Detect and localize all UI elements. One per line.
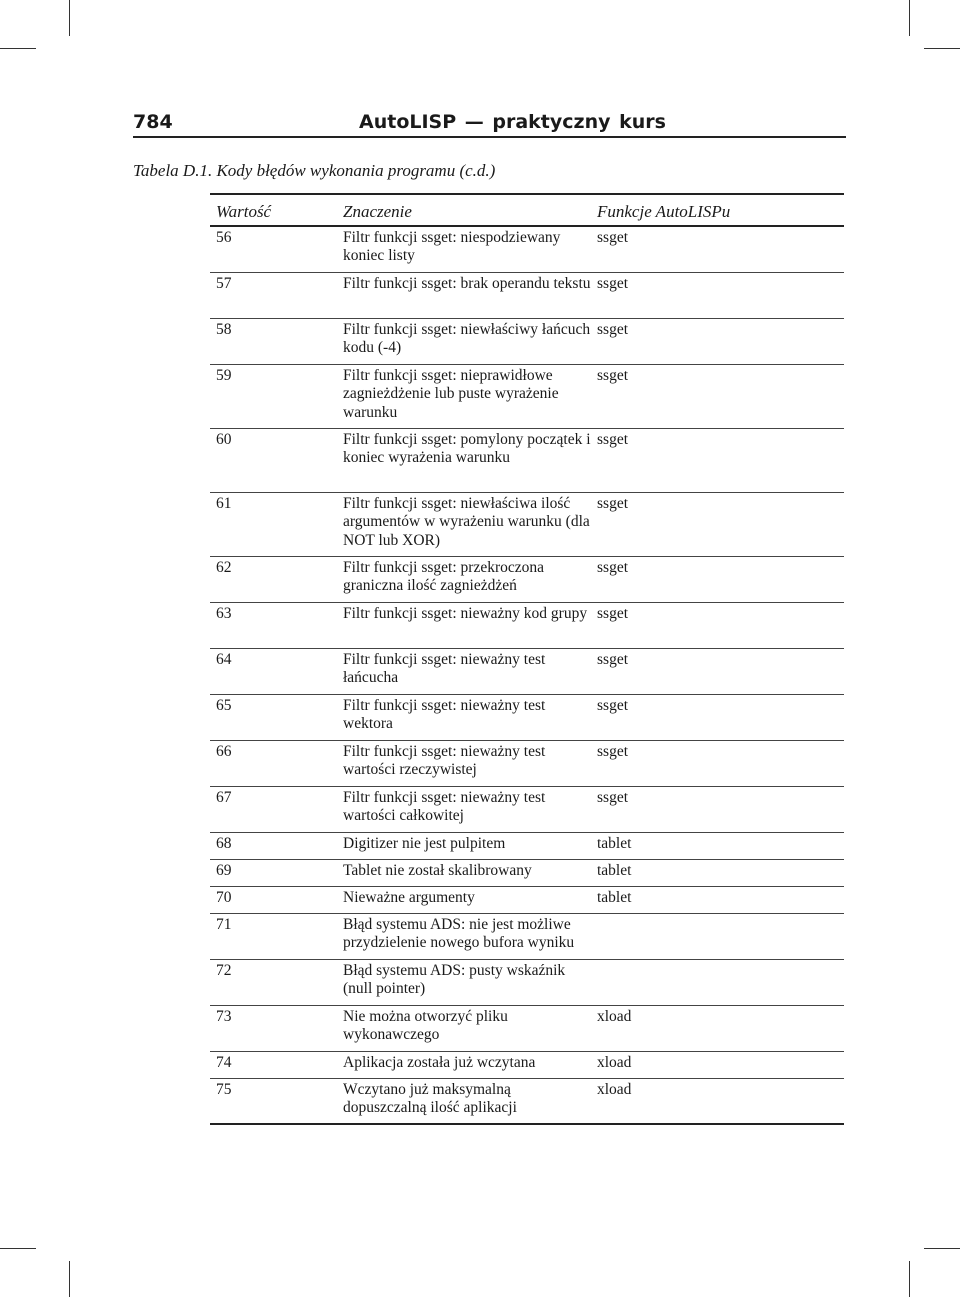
code-cell: 65: [216, 697, 232, 714]
code-cell: 74: [216, 1054, 232, 1071]
table-caption: Tabela D.1. Kody błędów wykonania programu (c.d.): [133, 161, 496, 180]
function-cell: ssget: [597, 367, 628, 384]
code-cell: 69: [216, 862, 232, 879]
crop-mark: [69, 0, 70, 36]
meaning-cell: Błąd systemu ADS: nie jest możliwe przydzielenie nowego bufora wyniku: [343, 916, 575, 952]
code-cell: 71: [216, 916, 232, 933]
meaning-cell: Filtr funkcji ssget: niewłaściwy łańcuch kodu (-4): [343, 321, 591, 357]
crop-mark: [909, 0, 910, 36]
table-row: [210, 695, 844, 741]
table-header: [210, 193, 844, 227]
function-cell: tablet: [597, 889, 632, 906]
code-cell: 68: [216, 835, 232, 852]
meaning-cell: Filtr funkcji ssget: nieważny test wektora: [343, 697, 546, 733]
meaning-cell: Filtr funkcji ssget: pomylony początek i koniec wyrażenia warunku: [343, 431, 591, 467]
meaning-cell: Filtr funkcji ssget: przekroczona graniczna ilość zagnieżdżeń: [343, 559, 545, 595]
meaning-cell: Nie można otworzyć pliku wykonawczego: [343, 1008, 508, 1044]
table-row: [210, 649, 844, 695]
table-row: [210, 1006, 844, 1052]
column-header-value: Wartość: [216, 202, 272, 221]
code-cell: 64: [216, 651, 232, 668]
function-cell: xload: [597, 1081, 632, 1098]
table-row: [210, 365, 844, 429]
function-cell: xload: [597, 1054, 632, 1071]
function-cell: ssget: [597, 431, 628, 448]
function-cell: xload: [597, 1008, 632, 1025]
function-cell: ssget: [597, 495, 628, 512]
meaning-cell: Filtr funkcji ssget: nieważny test wartości rzeczywistej: [343, 743, 546, 779]
meaning-cell: Filtr funkcji ssget: nieważny test łańcucha: [343, 651, 546, 687]
running-title: AutoLISP — praktyczny kurs: [359, 111, 666, 133]
table-row: [210, 741, 844, 787]
table-row: [210, 960, 844, 1006]
table-row: [210, 887, 844, 914]
table-row: [210, 429, 844, 493]
meaning-cell: Filtr funkcji ssget: nieprawidłowe zagnieżdżenie lub puste wyrażenie warunku: [343, 367, 559, 421]
meaning-cell: Aplikacja została już wczytana: [343, 1054, 536, 1071]
table-row: [210, 273, 844, 319]
header-rule: [133, 136, 846, 138]
function-cell: ssget: [597, 229, 628, 246]
crop-mark: [0, 48, 36, 49]
table-row: [210, 914, 844, 960]
code-cell: 58: [216, 321, 232, 338]
table-row: [210, 860, 844, 887]
table-row: [210, 319, 844, 365]
meaning-cell: Filtr funkcji ssget: nieważny kod grupy: [343, 605, 588, 622]
meaning-cell: Błąd systemu ADS: pusty wskaźnik (null pointer): [343, 962, 566, 998]
function-cell: ssget: [597, 697, 628, 714]
function-cell: ssget: [597, 789, 628, 806]
code-cell: 57: [216, 275, 232, 292]
crop-mark: [924, 48, 960, 49]
code-cell: 72: [216, 962, 232, 979]
meaning-cell: Wczytano już maksymalną dopuszczalną ilość aplikacji: [343, 1081, 517, 1117]
error-codes-table: [210, 193, 844, 1125]
code-cell: 75: [216, 1081, 232, 1098]
crop-mark: [69, 1261, 70, 1297]
code-cell: 63: [216, 605, 232, 622]
meaning-cell: Digitizer nie jest pulpitem: [343, 835, 506, 852]
function-cell: tablet: [597, 835, 632, 852]
table-row: [210, 603, 844, 649]
page-header: [133, 108, 846, 138]
meaning-cell: Tablet nie został skalibrowany: [343, 862, 532, 879]
page-number: 784: [133, 111, 173, 133]
table-row: [210, 557, 844, 603]
column-header-meaning: Znaczenie: [343, 202, 412, 221]
function-cell: ssget: [597, 651, 628, 668]
meaning-cell: Filtr funkcji ssget: nieważny test wartości całkowitej: [343, 789, 546, 825]
code-cell: 70: [216, 889, 232, 906]
function-cell: ssget: [597, 321, 628, 338]
code-cell: 67: [216, 789, 232, 806]
table-row: [210, 833, 844, 860]
column-header-functions: Funkcje AutoLISPu: [597, 202, 731, 221]
code-cell: 62: [216, 559, 232, 576]
code-cell: 66: [216, 743, 232, 760]
function-cell: ssget: [597, 743, 628, 760]
meaning-cell: Filtr funkcji ssget: niespodziewany koniec listy: [343, 229, 561, 265]
function-cell: ssget: [597, 605, 628, 622]
meaning-cell: Filtr funkcji ssget: niewłaściwa ilość argumentów w wyrażeniu warunku (dla NOT lub XOR): [343, 495, 590, 549]
table-body: [210, 227, 844, 1125]
code-cell: 61: [216, 495, 232, 512]
table-row: [210, 1052, 844, 1079]
function-cell: ssget: [597, 275, 628, 292]
crop-mark: [0, 1248, 36, 1249]
crop-mark: [924, 1248, 960, 1249]
code-cell: 73: [216, 1008, 232, 1025]
table-row: [210, 787, 844, 833]
table-row: [210, 227, 844, 273]
function-cell: tablet: [597, 862, 632, 879]
code-cell: 59: [216, 367, 232, 384]
code-cell: 56: [216, 229, 232, 246]
meaning-cell: Filtr funkcji ssget: brak operandu tekstu: [343, 275, 591, 292]
table-row: [210, 1079, 844, 1125]
meaning-cell: Nieważne argumenty: [343, 889, 475, 906]
table-row: [210, 493, 844, 557]
function-cell: ssget: [597, 559, 628, 576]
crop-mark: [909, 1261, 910, 1297]
code-cell: 60: [216, 431, 232, 448]
